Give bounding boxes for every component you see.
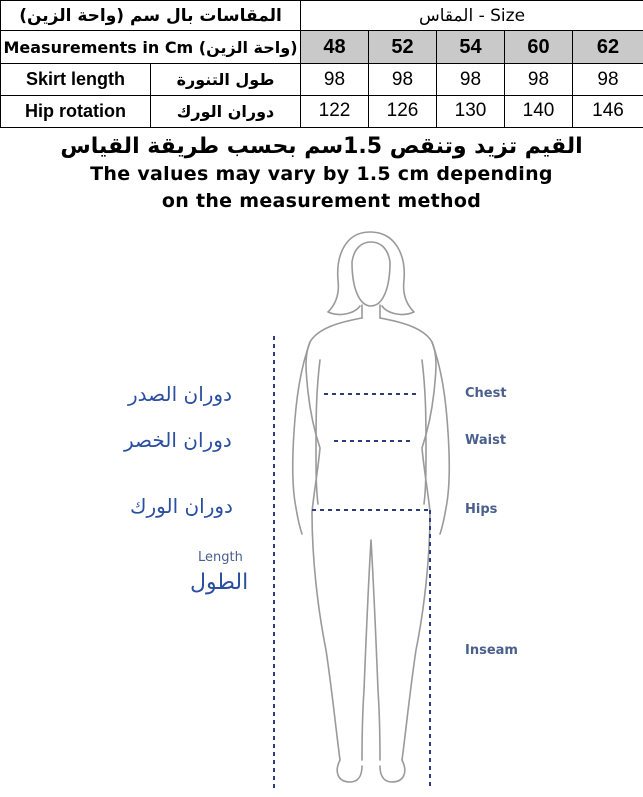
value-cell: 122 bbox=[301, 95, 369, 127]
chest-label-english: Chest bbox=[465, 386, 507, 401]
figure-legs bbox=[312, 512, 430, 760]
figure-torso bbox=[306, 318, 436, 512]
size-cell: 48 bbox=[301, 31, 369, 64]
figure-hair bbox=[328, 232, 414, 314]
value-cell: 146 bbox=[573, 95, 643, 127]
size-cell: 54 bbox=[437, 31, 505, 64]
figure-feet bbox=[337, 760, 405, 782]
hips-label-arabic: دوران الورك bbox=[130, 494, 233, 518]
row-label-english: Hip rotation bbox=[1, 95, 151, 127]
inseam-label-english: Inseam bbox=[465, 643, 518, 658]
size-cell: 52 bbox=[369, 31, 437, 64]
figure-neck bbox=[362, 305, 380, 318]
length-label-english: Length bbox=[198, 550, 243, 565]
hips-label-english: Hips bbox=[465, 502, 498, 517]
tolerance-note-arabic: القيم تزيد وتنقص 1.5سم بحسب طريقة القياس bbox=[60, 134, 583, 159]
value-cell: 126 bbox=[369, 95, 437, 127]
table-title-arabic: المقاسات بال سم (واحة الزين) bbox=[1, 1, 301, 31]
value-cell: 98 bbox=[301, 64, 369, 95]
tolerance-note-english-line2: on the measurement method bbox=[161, 190, 482, 212]
row-label-arabic: طول التنورة bbox=[151, 64, 301, 95]
size-cell: 62 bbox=[573, 31, 643, 64]
size-cell: 60 bbox=[505, 31, 573, 64]
value-cell: 140 bbox=[505, 95, 573, 127]
waist-label-arabic: دوران الخصر bbox=[124, 428, 232, 452]
length-label-arabic: الطول bbox=[190, 570, 249, 595]
chest-label-arabic: دوران الصدر bbox=[128, 382, 232, 406]
row-label-arabic: دوران الورك bbox=[151, 95, 301, 127]
tolerance-note-english-line1: The values may vary by 1.5 cm depending bbox=[90, 163, 553, 185]
value-cell: 130 bbox=[437, 95, 505, 127]
figure-head bbox=[352, 242, 390, 306]
value-cell: 98 bbox=[369, 64, 437, 95]
value-cell: 98 bbox=[505, 64, 573, 95]
measurements-label: Measurements in Cm (واحة الزين) bbox=[1, 31, 301, 64]
size-header-label: المقاس - Size bbox=[301, 1, 643, 31]
waist-label-english: Waist bbox=[465, 433, 507, 448]
row-label-english: Skirt length bbox=[1, 64, 151, 95]
value-cell: 98 bbox=[573, 64, 643, 95]
value-cell: 98 bbox=[437, 64, 505, 95]
